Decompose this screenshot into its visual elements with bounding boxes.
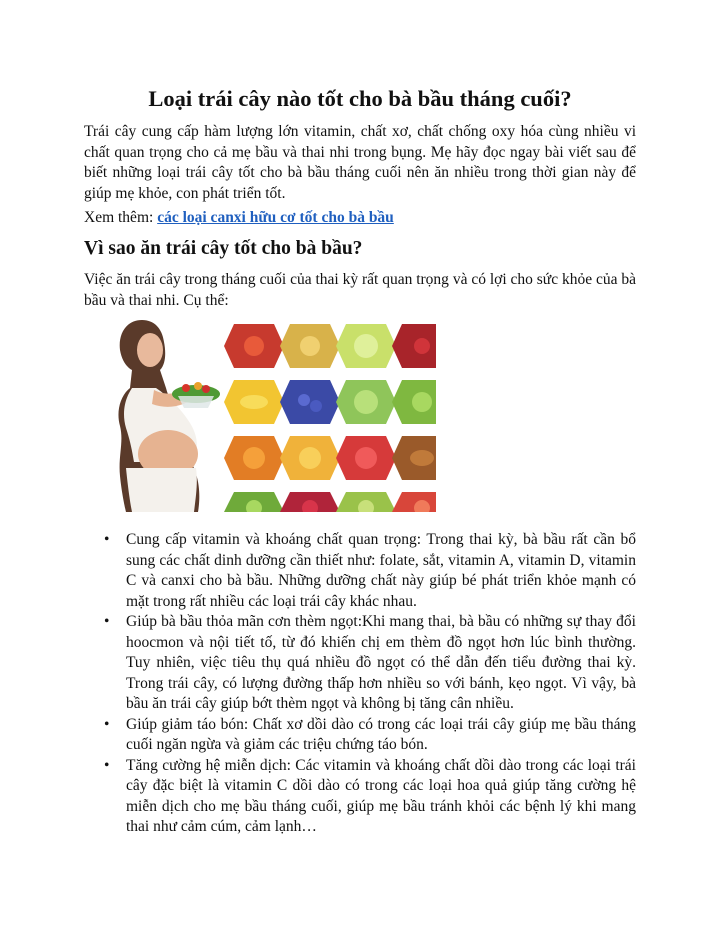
list-item-text: Tăng cường hệ miễn dịch: Các vitamin và khoáng chất dồi dào trong các loại trái cây đặc biệt là vitamin C dồi dào có trong các loại hoa quả giúp tăng cường hệ miễn dịch cho mẹ bầu tháng cuối, giúp mẹ bầu tránh khỏi các bệnh lý khi mang thai như cảm cúm, cảm lạnh… <box>126 756 636 835</box>
see-also-link[interactable]: các loại canxi hữu cơ tốt cho bà bầu <box>157 209 394 226</box>
list-item-text: Cung cấp vitamin và khoáng chất quan trọng: Trong thai kỳ, bà bầu rất cần bổ sung các chất dinh dưỡng cần thiết như: folate, sắt, vitamin A, vitamin D, vitamin C và canxi cho bà bầu. Những dưỡng chất này giúp bé phát triển khỏe mạnh có mặt trong rất nhiều các loại trái cây khác nhau. <box>126 531 636 610</box>
section-heading: Vì sao ăn trái cây tốt cho bà bầu? <box>84 238 363 259</box>
section-intro-paragraph: Việc ăn trái cây trong tháng cuối của thai kỳ rất quan trọng và có lợi cho sức khỏe của bà bầu và thai nhi. Cụ thể: <box>84 271 636 309</box>
bullet-icon: • <box>104 756 110 774</box>
see-also-line <box>84 208 636 229</box>
list-item-text: Giúp bà bầu thỏa mãn cơn thèm ngọt:Khi mang thai, bà bầu có những sự thay đổi hoocmon và nội tiết tố, từ đó khiến chị em thèm đồ ngọt hơn lúc bình thường. Tuy nhiên, việc tiêu thụ quá nhiều đồ ngọt có thể dẫn đến tiểu đường thai kỳ. Trong trái cây, có lượng đường thấp hơn nhiều so với bánh, kẹo ngọt. Vì vậy, bà bầu ăn trái cây giúp bớt thèm ngọt và không bị tăng cân nhiều. <box>126 613 636 712</box>
reasons-list <box>84 530 636 838</box>
fruit-collage-illustration <box>106 316 436 512</box>
pregnant-woman-figure <box>118 320 220 512</box>
list-item <box>84 530 636 612</box>
list-item <box>84 612 636 715</box>
page-title: Loại trái cây nào tốt cho bà bầu tháng cuối? <box>148 86 572 111</box>
bullet-icon: • <box>104 715 110 733</box>
see-also-prefix: Xem thêm: <box>84 209 158 226</box>
bullet-icon: • <box>104 613 110 630</box>
intro-paragraph: Trái cây cung cấp hàm lượng lớn vitamin, chất xơ, chất chống oxy hóa cùng nhiều vi chất quan trọng cho cả mẹ bầu và thai nhi trong bụng. Mẹ hãy đọc ngay bài viết sau để biết những loại trái cây tốt cho bà bầu tháng cuối nên ăn nhiều trong thời gian này để giúp mẹ khỏe, con phát triển tốt. <box>84 123 636 202</box>
fruit-hexagon-grid <box>224 324 436 512</box>
list-item <box>84 756 636 838</box>
bullet-icon: • <box>104 531 110 548</box>
pregnant-woman-fruit-image <box>106 316 436 512</box>
list-item-text: Giúp giảm táo bón: Chất xơ dồi dào có trong các loại trái cây giúp mẹ bầu tháng cuối ngăn ngừa và giảm các triệu chứng táo bón. <box>126 715 636 753</box>
list-item <box>84 715 636 756</box>
